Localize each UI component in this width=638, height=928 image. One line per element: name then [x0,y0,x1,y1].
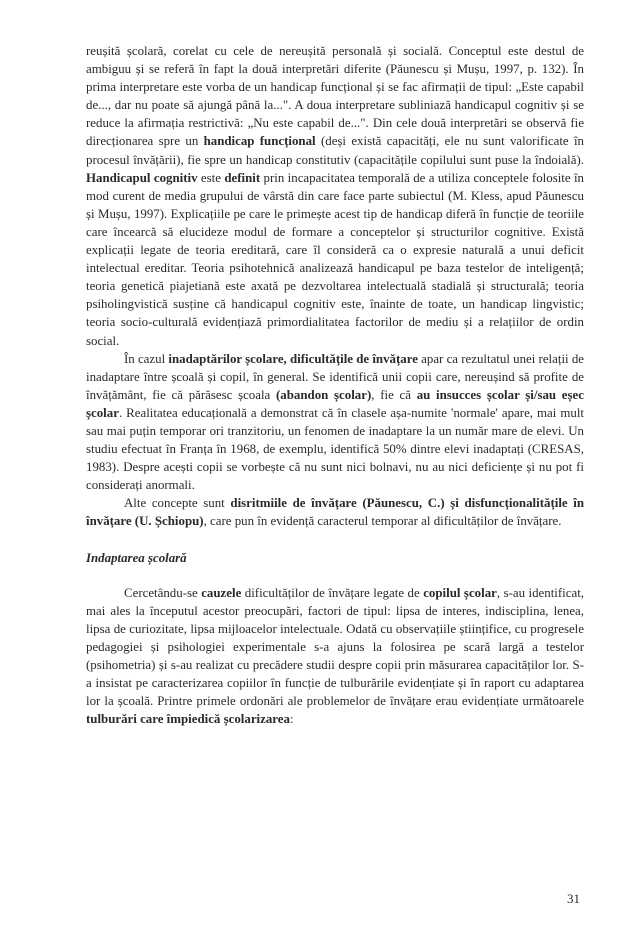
bold-term: Handicapul cognitiv [86,170,198,185]
text-run: este [197,170,225,185]
text-run: , care pun în evidență caracterul temporar al dificultăților de învățare. [203,514,562,529]
bold-term: cauzele [201,585,242,600]
text-run: În cazul [124,351,169,366]
paragraph [86,42,584,350]
bold-term: (abandon școlar) [276,387,372,402]
bold-term: handicap funcțional [203,134,316,149]
paragraph [86,494,584,530]
text-run: (deși există capacități, ele nu sunt valorificate în procesul învățării), fie spre un handicap constitutiv (capacitățile copilului sunt puse la îndoială). [86,134,584,167]
text-run: apar ca rezultatul unei relații de inadaptare între școală și copil, în general. Se identifică unii copii care, nereușind să profite de învățământ, fie că părăsesc școala [86,351,584,402]
bold-term: definit [224,170,261,185]
paragraph [86,350,584,495]
bold-term: au insucces școlar și/sau eșec școlar [86,387,584,420]
text-run: , s-au identificat, mai ales la începutul acestor preocupări, factori de tipul: lipsa de interes, indisciplina, lenea, lipsa de curiozitate, lipsa mijloacelor intelectuale. Odată cu observațiile științifice, cu progresele pedagogiei și psihologiei experimentale s-a ajuns la folosirea pe scară largă a testelor (psihometria) și s-au realizat cu precădere studii despre copii prin măsurarea capacităților lor. S-a insistat pe caracterizarea copiilor în funcție de tulburările evidențiate și în raport cu adaptarea lor la școală. Printre primele ordonări ale problemelor de învățare erau evidențiate următoarele [86,585,585,709]
text-run: reușită școlară, corelat cu cele de nereușită personală și socială. Conceptul este destul de ambiguu și se referă în fapt la două interpretări diferite (Păunescu și Mușu, 1997, p. 132). În prima interpretare este vorba de un handicap funcțional și se fac afirmații de tipul: „Este capabil de..., dar nu poate să ajungă până la...". A doua interpretare subliniază handicapul cognitiv și se reduce la afirmația restrictivă: „Nu este capabil de...". Din cele două interpretări se observă fie direcționarea spre un [86,44,584,149]
text-run: prin incapacitatea temporală de a utiliza conceptele folosite în mod curent de media grupului de vârstă din care face parte subiectul (M. Kless, apud Păunescu și Mușu, 1997). Explicațiile pe care le primește acest tip de handicap diferă în funcție de teoriile care încearcă să elucideze modul de formare a conceptelor și structurilor cognitive. Există explicații legate de teoria ereditară, care îl consideră ca o expresie naturală a unui deficit intelectual ereditar. Teoria psihotehnică analizează handicapul pe baza testelor de inteligență; teoria genetică piajetiană este axată pe dezvoltarea intelectuală stadială și structurală; teoria psiholingvistică susține că handicapul cognitiv este, înainte de toate, un handicap lingvistic; teoria socio-culturală evidențiază primordialitatea factorilor de mediu și a relațiilor de ordin social. [86,170,584,348]
bold-term: tulburări care împiedică școlarizarea [86,712,290,727]
text-run: : [289,712,294,727]
text-run: , fie că [371,387,417,402]
body-text-after-heading [86,584,584,729]
bold-term: disritmiile de învățare (Păunescu, C.) și disfuncționalitățile în învățare (U. Șchiopu) [86,496,585,529]
section-heading: Indaptarea școlară [86,550,187,565]
paragraph [86,584,584,729]
bold-term: copilul școlar [423,585,497,600]
bold-term: inadaptărilor școlare, dificultățile de învățare [168,351,418,366]
text-run: Alte concepte sunt [124,496,231,511]
body-text-before-heading [86,42,584,531]
text-run: Cercetându-se [124,585,202,600]
text-run: . Realitatea educațională a demonstrat că în clasele așa-numite 'normale' apare, mai mult sau mai puțin temporar ori tranzitoriu, un fenomen de inadaptare la un număr mare de elevi. Un studiu efectuat în Franța în 1968, de exemplu, identifică 50% dintre elevi inadaptați (CRESAS, 1983). Despre acești copii se vorbește că nu sunt nici bolnavi, nu au nici deficiențe și nu pot fi considerați anormali. [86,405,584,493]
text-run: dificultăților de învățare legate de [241,585,424,600]
page-number: 31 [567,891,580,906]
